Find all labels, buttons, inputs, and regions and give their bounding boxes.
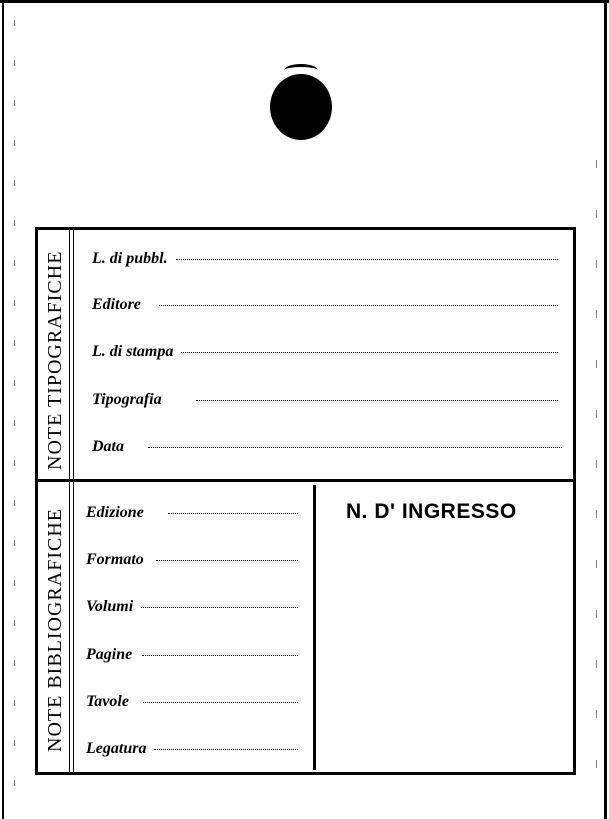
tag-right-edge xyxy=(604,0,607,819)
tag-right-fold-line xyxy=(596,160,597,800)
field-label: Tipografia xyxy=(92,391,162,408)
fill-line xyxy=(176,259,558,260)
label-column-rule xyxy=(69,482,70,772)
label-column-rule xyxy=(73,482,74,772)
ingresso-heading: N. D' INGRESSO xyxy=(346,500,517,523)
field-label: Edizione xyxy=(86,504,144,521)
punch-hole xyxy=(270,74,332,140)
tag-top-edge xyxy=(0,0,609,3)
field-legatura xyxy=(86,740,298,764)
field-label: L. di pubbl. xyxy=(92,250,168,267)
section-label-bibliografiche: NOTE BIBLIOGRAFICHE xyxy=(44,508,66,752)
field-label: Formato xyxy=(86,551,144,568)
label-column-rule xyxy=(73,230,74,479)
field-tipografia xyxy=(92,391,558,415)
field-label: Editore xyxy=(92,296,141,313)
field-label: Tavole xyxy=(86,693,129,710)
field-tavole xyxy=(86,693,298,717)
tag-left-edge xyxy=(2,0,4,819)
section-label-tipografiche: NOTE TIPOGRAFICHE xyxy=(44,250,66,470)
field-edizione xyxy=(86,504,298,528)
fill-line xyxy=(154,749,298,750)
fill-line xyxy=(159,305,558,306)
fill-line xyxy=(148,447,562,448)
field-label: L. di stampa xyxy=(92,343,174,360)
fill-line xyxy=(196,400,558,401)
field-label: Data xyxy=(92,438,124,455)
field-luogo-pubblicazione xyxy=(92,250,558,274)
field-label: Volumi xyxy=(86,598,134,615)
field-data xyxy=(92,438,562,462)
fill-line xyxy=(142,655,298,656)
fill-line xyxy=(143,702,298,703)
fill-line xyxy=(141,607,298,608)
field-formato xyxy=(86,551,298,575)
fill-line xyxy=(156,560,298,561)
field-pagine xyxy=(86,646,298,670)
fill-line xyxy=(181,352,558,353)
section-divider xyxy=(35,479,576,482)
label-column-rule xyxy=(69,230,70,479)
tag-left-fold-line xyxy=(14,20,15,810)
field-luogo-stampa xyxy=(92,343,558,367)
fill-line xyxy=(168,513,298,514)
field-label: Pagine xyxy=(86,646,133,663)
ingresso-column-divider xyxy=(313,485,316,770)
field-editore xyxy=(92,296,558,320)
field-volumi xyxy=(86,598,298,622)
field-label: Legatura xyxy=(86,740,147,757)
